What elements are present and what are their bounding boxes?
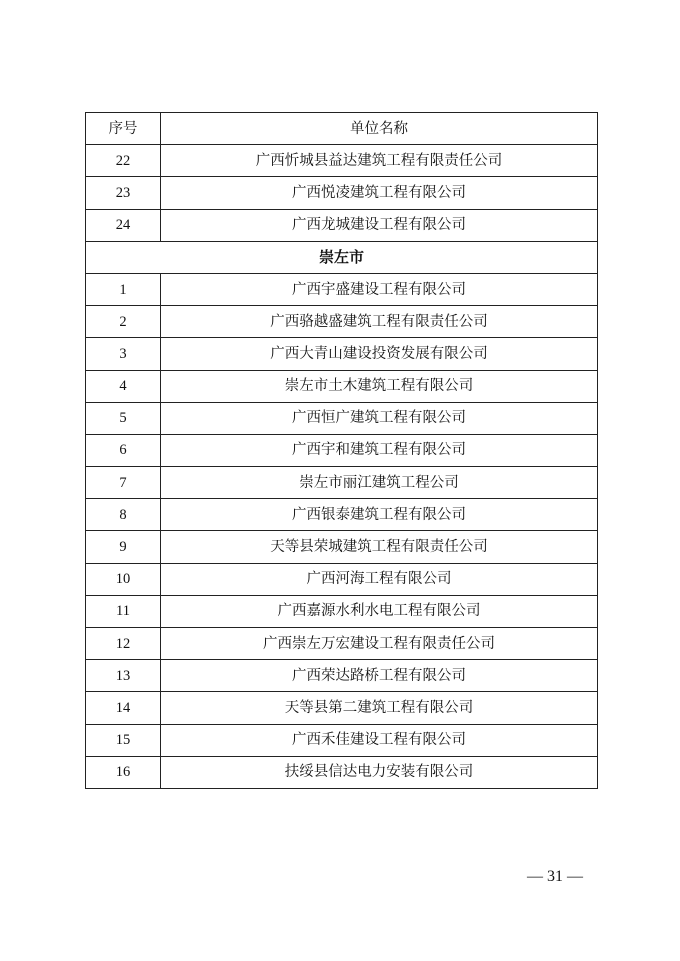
section-title-chongzuo: 崇左市 (86, 241, 598, 273)
table-row (86, 306, 598, 338)
table-row (86, 273, 598, 305)
company-name: 广西宇和建筑工程有限公司 (161, 434, 598, 466)
row-number: 3 (86, 338, 161, 370)
row-number: 11 (86, 595, 161, 627)
company-name: 广西禾佳建设工程有限公司 (161, 724, 598, 756)
row-number: 23 (86, 177, 161, 209)
table-row (86, 402, 598, 434)
table-row (86, 628, 598, 660)
company-name: 崇左市丽江建筑工程公司 (161, 467, 598, 499)
table-row (86, 145, 598, 177)
row-number: 24 (86, 209, 161, 241)
table-row (86, 531, 598, 563)
row-number: 10 (86, 563, 161, 595)
page-number: — 31 — (527, 868, 583, 885)
company-name: 广西银泰建筑工程有限公司 (161, 499, 598, 531)
table-row (86, 724, 598, 756)
header-company-name: 单位名称 (161, 113, 598, 145)
table-row (86, 563, 598, 595)
header-row (86, 113, 598, 145)
table-row (86, 660, 598, 692)
company-name: 广西龙城建设工程有限公司 (161, 209, 598, 241)
company-name: 广西悦凌建筑工程有限公司 (161, 177, 598, 209)
company-table (85, 112, 598, 789)
company-name: 广西嘉源水利水电工程有限公司 (161, 595, 598, 627)
table-row (86, 370, 598, 402)
table-row (86, 756, 598, 788)
row-number: 6 (86, 434, 161, 466)
table-row (86, 177, 598, 209)
company-name: 广西荣达路桥工程有限公司 (161, 660, 598, 692)
table-row (86, 209, 598, 241)
row-number: 22 (86, 145, 161, 177)
row-number: 4 (86, 370, 161, 402)
table-row (86, 467, 598, 499)
company-name: 广西忻城县益达建筑工程有限责任公司 (161, 145, 598, 177)
company-name: 广西宇盛建设工程有限公司 (161, 273, 598, 305)
table-body (86, 145, 598, 789)
row-number: 7 (86, 467, 161, 499)
company-name: 天等县第二建筑工程有限公司 (161, 692, 598, 724)
table-header (86, 113, 598, 145)
table-row (86, 499, 598, 531)
company-name: 广西河海工程有限公司 (161, 563, 598, 595)
table-row (86, 692, 598, 724)
row-number: 12 (86, 628, 161, 660)
table-row (86, 595, 598, 627)
row-number: 13 (86, 660, 161, 692)
row-number: 15 (86, 724, 161, 756)
company-name: 广西大青山建设投资发展有限公司 (161, 338, 598, 370)
row-number: 5 (86, 402, 161, 434)
company-name: 广西恒广建筑工程有限公司 (161, 402, 598, 434)
section-row (86, 241, 598, 273)
header-number: 序号 (86, 113, 161, 145)
row-number: 8 (86, 499, 161, 531)
row-number: 1 (86, 273, 161, 305)
table-row (86, 338, 598, 370)
company-name: 崇左市土木建筑工程有限公司 (161, 370, 598, 402)
row-number: 2 (86, 306, 161, 338)
table-row (86, 434, 598, 466)
company-name: 扶绥县信达电力安装有限公司 (161, 756, 598, 788)
company-name: 广西骆越盛建筑工程有限责任公司 (161, 306, 598, 338)
row-number: 14 (86, 692, 161, 724)
row-number: 9 (86, 531, 161, 563)
company-name: 天等县荣城建筑工程有限责任公司 (161, 531, 598, 563)
row-number: 16 (86, 756, 161, 788)
company-name: 广西崇左万宏建设工程有限责任公司 (161, 628, 598, 660)
